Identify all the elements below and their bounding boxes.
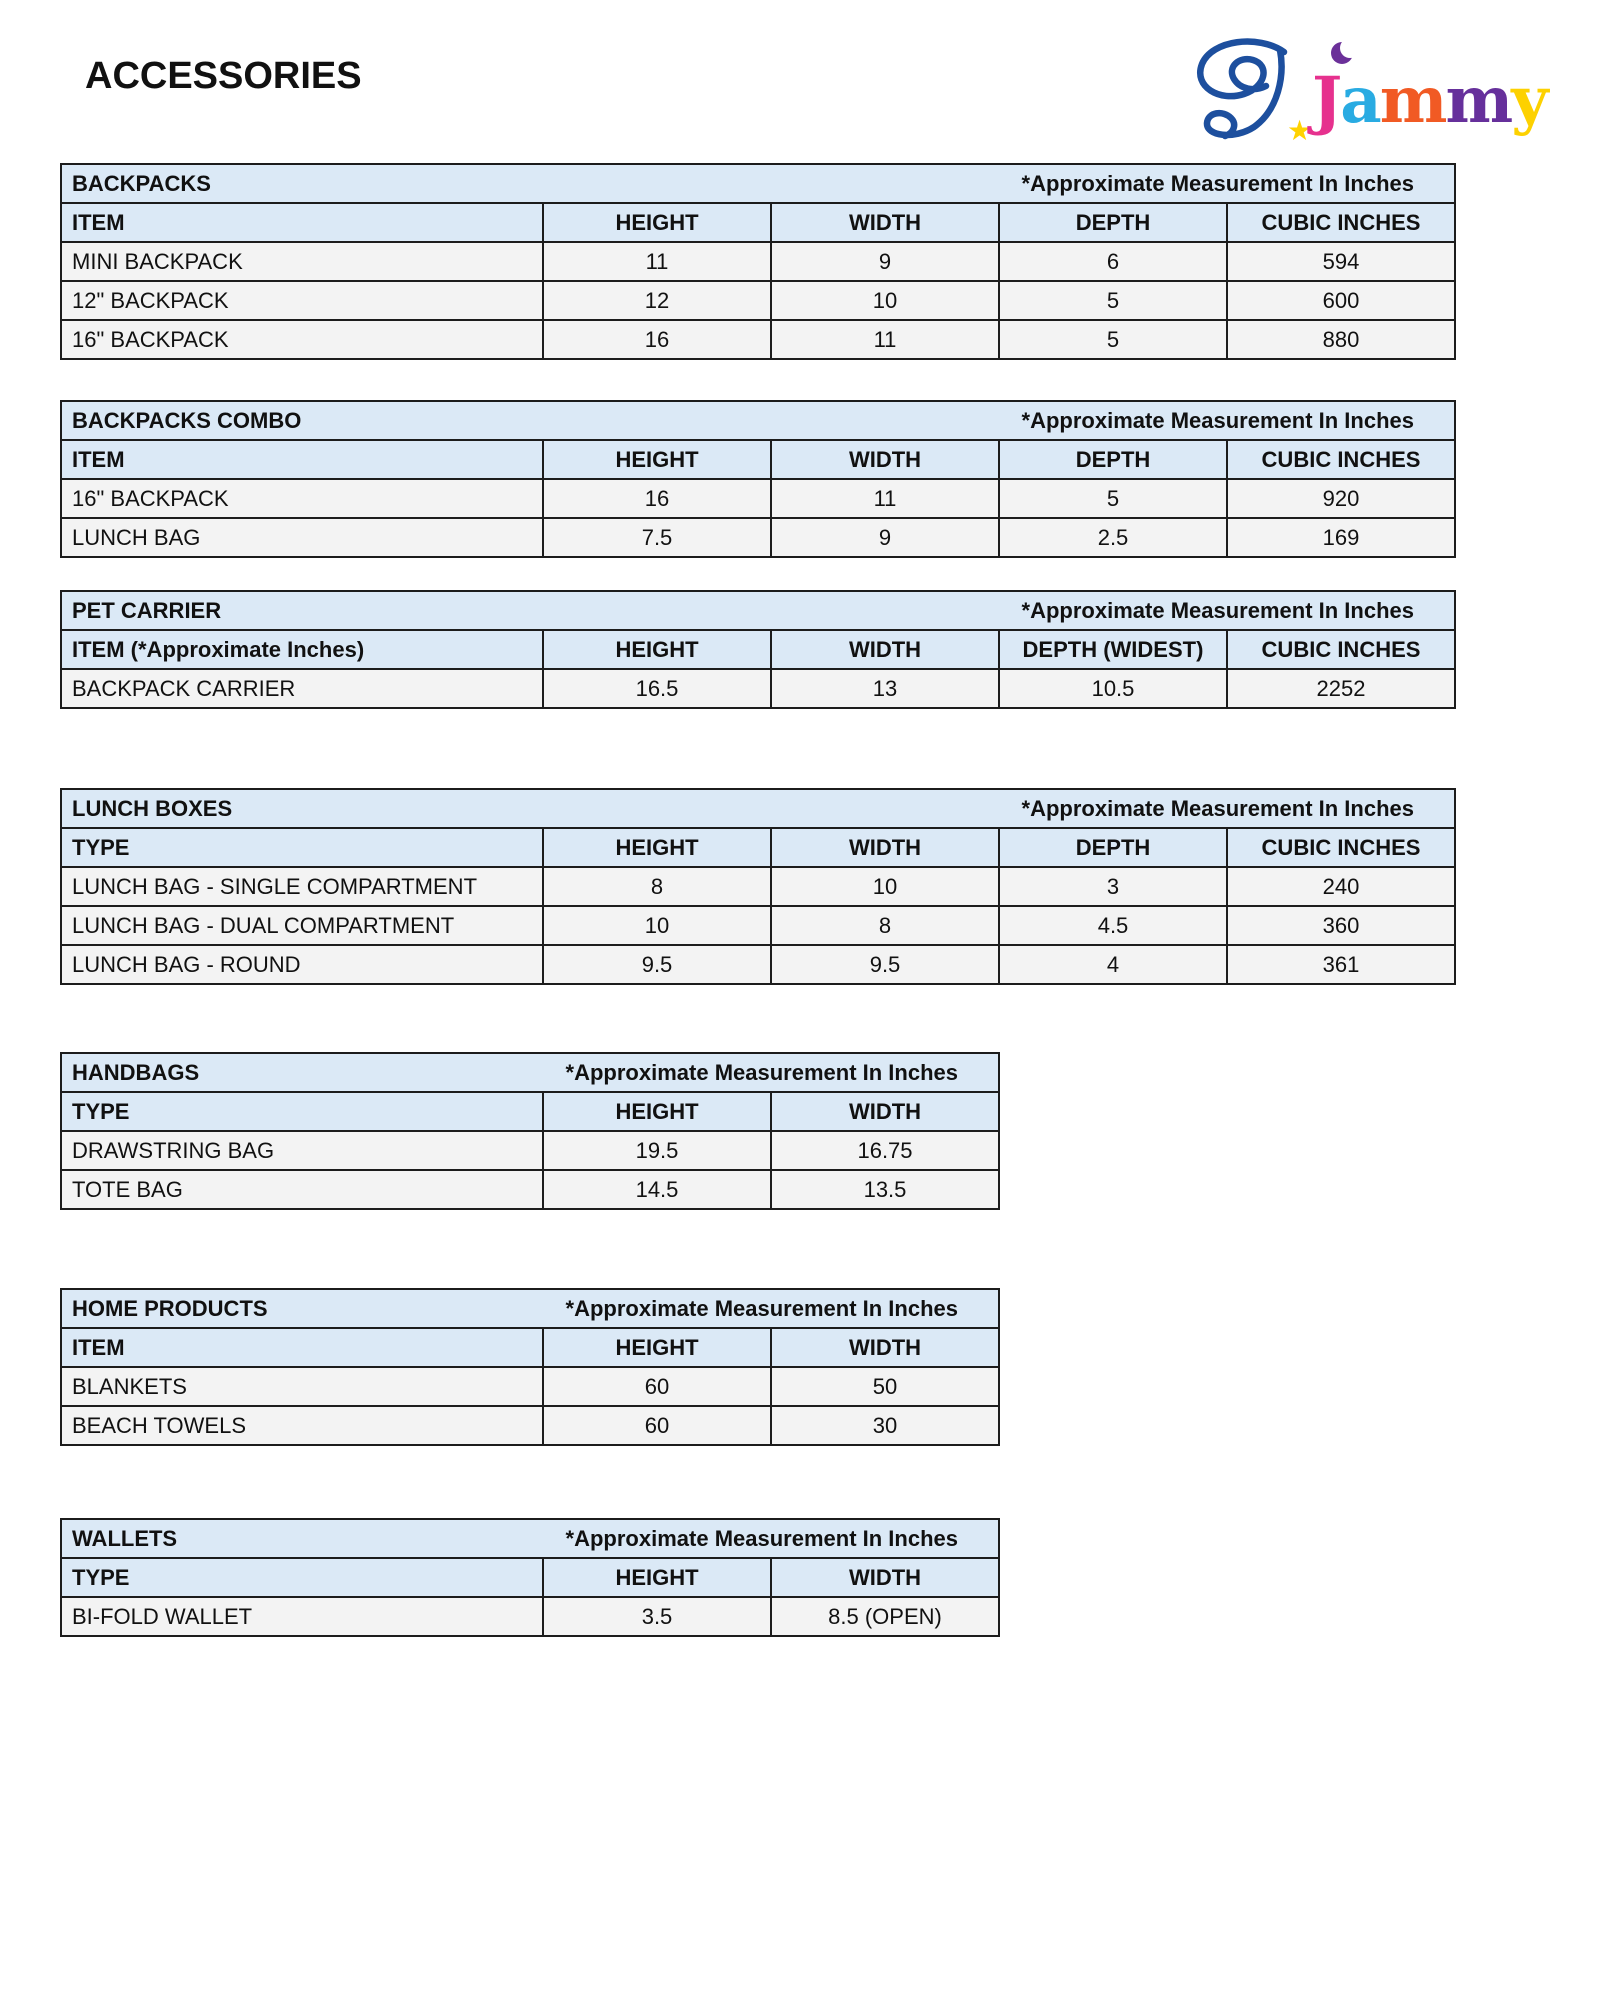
- measurement-cell: 7.5: [543, 518, 771, 557]
- logo-p-script: [1200, 42, 1284, 136]
- table-row: [61, 1597, 999, 1636]
- column-header: WIDTH: [771, 203, 999, 242]
- column-header: HEIGHT: [543, 1558, 771, 1597]
- logo-letter: J: [1312, 63, 1341, 138]
- logo-letter: m: [1445, 63, 1512, 138]
- page-title: ACCESSORIES: [85, 55, 362, 97]
- table-title: HANDBAGS: [72, 1059, 200, 1085]
- item-name-cell: LUNCH BAG - SINGLE COMPARTMENT: [61, 867, 543, 906]
- item-name-cell: LUNCH BAG - DUAL COMPARTMENT: [61, 906, 543, 945]
- column-header: WIDTH: [771, 828, 999, 867]
- measurement-cell: 240: [1227, 867, 1455, 906]
- column-header: TYPE: [61, 1558, 543, 1597]
- table-row: [61, 1131, 999, 1170]
- column-header: ITEM: [61, 203, 543, 242]
- column-header: WIDTH: [771, 1092, 999, 1131]
- table-row: [61, 1170, 999, 1209]
- table-row: [61, 1406, 999, 1445]
- column-header-row: [61, 1092, 999, 1131]
- column-header: TYPE: [61, 828, 543, 867]
- table-title-row: [61, 789, 1455, 828]
- brand-wordmark: [1307, 63, 1550, 138]
- column-header: CUBIC INCHES: [1227, 630, 1455, 669]
- table-lunch-boxes: [60, 788, 1456, 985]
- measurement-cell: 9: [771, 242, 999, 281]
- column-header: DEPTH: [999, 440, 1227, 479]
- item-name-cell: MINI BACKPACK: [61, 242, 543, 281]
- column-header: ITEM: [61, 440, 543, 479]
- column-header: HEIGHT: [543, 1092, 771, 1131]
- crescent-moon-icon: [1331, 38, 1360, 64]
- column-header: ITEM (*Approximate Inches): [61, 630, 543, 669]
- table-home-products: [60, 1288, 1000, 1446]
- item-name-cell: LUNCH BAG: [61, 518, 543, 557]
- table-title-row: [61, 591, 1455, 630]
- column-header: WIDTH: [771, 1558, 999, 1597]
- column-header: CUBIC INCHES: [1227, 828, 1455, 867]
- table-pet-carrier: [60, 590, 1456, 709]
- column-header: ITEM: [61, 1328, 543, 1367]
- measurement-cell: 4: [999, 945, 1227, 984]
- measurement-cell: 360: [1227, 906, 1455, 945]
- measurement-cell: 3.5: [543, 1597, 771, 1636]
- measurement-cell: 2252: [1227, 669, 1455, 708]
- measurement-cell: 10: [543, 906, 771, 945]
- measurement-cell: 8: [771, 906, 999, 945]
- table-title: BACKPACKS COMBO: [72, 407, 302, 433]
- measurement-cell: 10: [771, 281, 999, 320]
- measurement-note: *Approximate Measurement In Inches: [1021, 597, 1414, 623]
- column-header: WIDTH: [771, 630, 999, 669]
- table-title-row: [61, 401, 1455, 440]
- table-backpacks: [60, 163, 1456, 360]
- table-title: PET CARRIER: [72, 597, 222, 623]
- measurement-cell: 60: [543, 1367, 771, 1406]
- table-title: LUNCH BOXES: [72, 795, 233, 821]
- logo-letter: y: [1511, 63, 1547, 138]
- measurement-cell: 16: [543, 320, 771, 359]
- column-header: DEPTH: [999, 203, 1227, 242]
- star-icon: ★: [1287, 114, 1313, 147]
- measurement-cell: 9.5: [543, 945, 771, 984]
- column-header-row: [61, 630, 1455, 669]
- column-header: HEIGHT: [543, 1328, 771, 1367]
- column-header: HEIGHT: [543, 203, 771, 242]
- column-header: CUBIC INCHES: [1227, 440, 1455, 479]
- table-row: [61, 281, 1455, 320]
- item-name-cell: 16" BACKPACK: [61, 320, 543, 359]
- measurement-cell: 5: [999, 320, 1227, 359]
- item-name-cell: BLANKETS: [61, 1367, 543, 1406]
- column-header: CUBIC INCHES: [1227, 203, 1455, 242]
- column-header: HEIGHT: [543, 828, 771, 867]
- measurement-cell: 2.5: [999, 518, 1227, 557]
- measurement-cell: 16: [543, 479, 771, 518]
- column-header: DEPTH: [999, 828, 1227, 867]
- measurement-cell: 16.5: [543, 669, 771, 708]
- table-row: [61, 906, 1455, 945]
- measurement-cell: 169: [1227, 518, 1455, 557]
- table-title: HOME PRODUCTS: [72, 1295, 268, 1321]
- table-title-row: [61, 1289, 999, 1328]
- column-header-row: [61, 1558, 999, 1597]
- measurement-cell: 5: [999, 479, 1227, 518]
- measurement-cell: 11: [543, 242, 771, 281]
- table-backpacks-combo: [60, 400, 1456, 558]
- table-row: [61, 669, 1455, 708]
- table-wallets: [60, 1518, 1000, 1637]
- column-header-row: [61, 203, 1455, 242]
- column-header-row: [61, 828, 1455, 867]
- measurement-cell: 60: [543, 1406, 771, 1445]
- table-row: [61, 945, 1455, 984]
- measurement-cell: 361: [1227, 945, 1455, 984]
- measurement-note: *Approximate Measurement In Inches: [1021, 170, 1414, 196]
- column-header: DEPTH (WIDEST): [999, 630, 1227, 669]
- logo-letter: m: [1379, 63, 1446, 138]
- column-header: HEIGHT: [543, 630, 771, 669]
- measurement-cell: 920: [1227, 479, 1455, 518]
- table-row: [61, 1367, 999, 1406]
- measurement-cell: 16.75: [771, 1131, 999, 1170]
- table-title-row: [61, 1519, 999, 1558]
- measurement-cell: 13: [771, 669, 999, 708]
- measurement-cell: 11: [771, 479, 999, 518]
- measurement-note: *Approximate Measurement In Inches: [565, 1525, 958, 1551]
- measurement-cell: 14.5: [543, 1170, 771, 1209]
- item-name-cell: BI-FOLD WALLET: [61, 1597, 543, 1636]
- brand-logo: [1192, 36, 1570, 148]
- measurement-cell: 9.5: [771, 945, 999, 984]
- column-header: WIDTH: [771, 1328, 999, 1367]
- item-name-cell: 12" BACKPACK: [61, 281, 543, 320]
- table-title: BACKPACKS: [72, 170, 211, 196]
- measurement-note: *Approximate Measurement In Inches: [565, 1059, 958, 1085]
- item-name-cell: DRAWSTRING BAG: [61, 1131, 543, 1170]
- measurement-cell: 8: [543, 867, 771, 906]
- measurement-cell: 12: [543, 281, 771, 320]
- measurement-cell: 8.5 (OPEN): [771, 1597, 999, 1636]
- measurement-note: *Approximate Measurement In Inches: [1021, 407, 1414, 433]
- table-title-row: [61, 164, 1455, 203]
- table-title-row: [61, 1053, 999, 1092]
- table-title: WALLETS: [72, 1525, 178, 1551]
- measurement-cell: 11: [771, 320, 999, 359]
- column-header: TYPE: [61, 1092, 543, 1131]
- measurement-note: *Approximate Measurement In Inches: [1021, 795, 1414, 821]
- measurement-cell: 594: [1227, 242, 1455, 281]
- table-row: [61, 518, 1455, 557]
- item-name-cell: LUNCH BAG - ROUND: [61, 945, 543, 984]
- item-name-cell: TOTE BAG: [61, 1170, 543, 1209]
- item-name-cell: BEACH TOWELS: [61, 1406, 543, 1445]
- measurement-cell: 10.5: [999, 669, 1227, 708]
- measurement-note: *Approximate Measurement In Inches: [565, 1295, 958, 1321]
- column-header-row: [61, 440, 1455, 479]
- measurement-cell: 6: [999, 242, 1227, 281]
- item-name-cell: BACKPACK CARRIER: [61, 669, 543, 708]
- measurement-cell: 4.5: [999, 906, 1227, 945]
- measurement-cell: 880: [1227, 320, 1455, 359]
- table-row: [61, 242, 1455, 281]
- measurement-cell: 3: [999, 867, 1227, 906]
- table-row: [61, 320, 1455, 359]
- measurement-cell: 30: [771, 1406, 999, 1445]
- logo-letter: a: [1340, 63, 1380, 138]
- column-header: HEIGHT: [543, 440, 771, 479]
- measurement-cell: 600: [1227, 281, 1455, 320]
- table-row: [61, 479, 1455, 518]
- table-handbags: [60, 1052, 1000, 1210]
- measurement-cell: 10: [771, 867, 999, 906]
- measurement-cell: 13.5: [771, 1170, 999, 1209]
- table-row: [61, 867, 1455, 906]
- measurement-cell: 5: [999, 281, 1227, 320]
- measurement-cell: 50: [771, 1367, 999, 1406]
- measurement-cell: 19.5: [543, 1131, 771, 1170]
- item-name-cell: 16" BACKPACK: [61, 479, 543, 518]
- column-header: WIDTH: [771, 440, 999, 479]
- column-header-row: [61, 1328, 999, 1367]
- measurement-cell: 9: [771, 518, 999, 557]
